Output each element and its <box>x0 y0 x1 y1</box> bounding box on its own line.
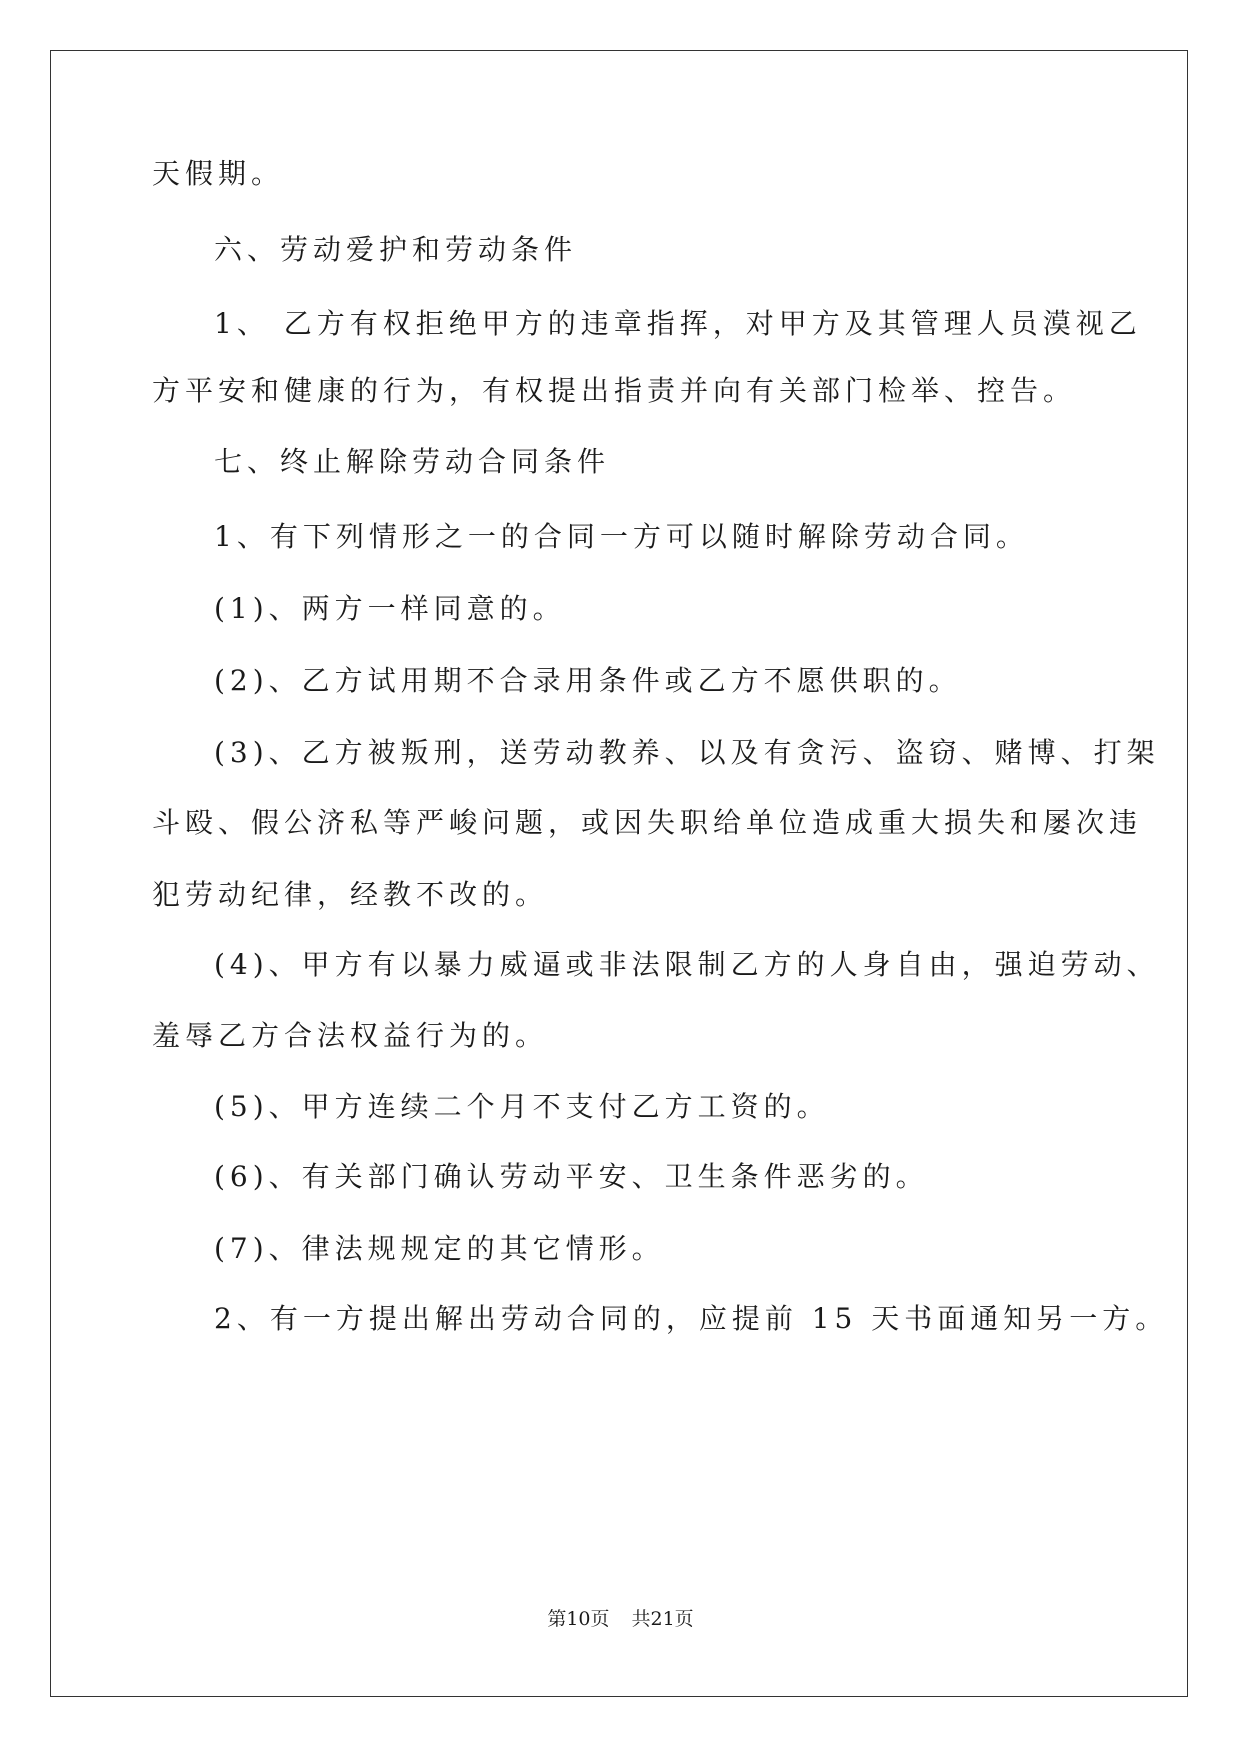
list-item: (2)、乙方试用期不合录用条件或乙方不愿供职的。 <box>214 664 962 697</box>
list-item: (1)、两方一样同意的。 <box>214 592 566 625</box>
paragraph-line: 斗殴、假公济私等严峻问题，或因失职给单位造成重大损失和屡次违 <box>152 806 1143 839</box>
paragraph-line: 犯劳动纪律，经教不改的。 <box>152 878 549 911</box>
paragraph-line: 1、有下列情形之一的合同一方可以随时解除劳动合同。 <box>214 520 1029 553</box>
paragraph-line: 方平安和健康的行为，有权提出指责并向有关部门检举、控告。 <box>152 374 1077 407</box>
section-heading: 七、终止解除劳动合同条件 <box>214 445 611 478</box>
list-item: (4)、甲方有以暴力威逼或非法限制乙方的人身自由，强迫劳动、 <box>214 948 1160 981</box>
list-item: (3)、乙方被叛刑，送劳动教养、以及有贪污、盗窃、赌博、打架 <box>214 736 1160 769</box>
page-total: 共21页 <box>631 1608 694 1630</box>
section-heading: 六、劳动爱护和劳动条件 <box>214 233 578 266</box>
paragraph-line: 羞辱乙方合法权益行为的。 <box>152 1019 549 1052</box>
page-footer <box>0 1604 1241 1631</box>
list-item: (7)、律法规规定的其它情形。 <box>214 1232 665 1265</box>
list-item: (5)、甲方连续二个月不支付乙方工资的。 <box>214 1090 830 1123</box>
page-border <box>50 50 1188 1697</box>
page-number: 第10页 <box>547 1608 610 1630</box>
paragraph-line: 天假期。 <box>152 157 285 190</box>
paragraph-line: 1、 乙方有权拒绝甲方的违章指挥，对甲方及其管理人员漠视乙 <box>214 307 1142 340</box>
list-item: (6)、有关部门确认劳动平安、卫生条件恶劣的。 <box>214 1160 929 1193</box>
paragraph-line: 2、有一方提出解出劳动合同的，应提前 15 天书面通知另一方。 <box>214 1302 1169 1335</box>
